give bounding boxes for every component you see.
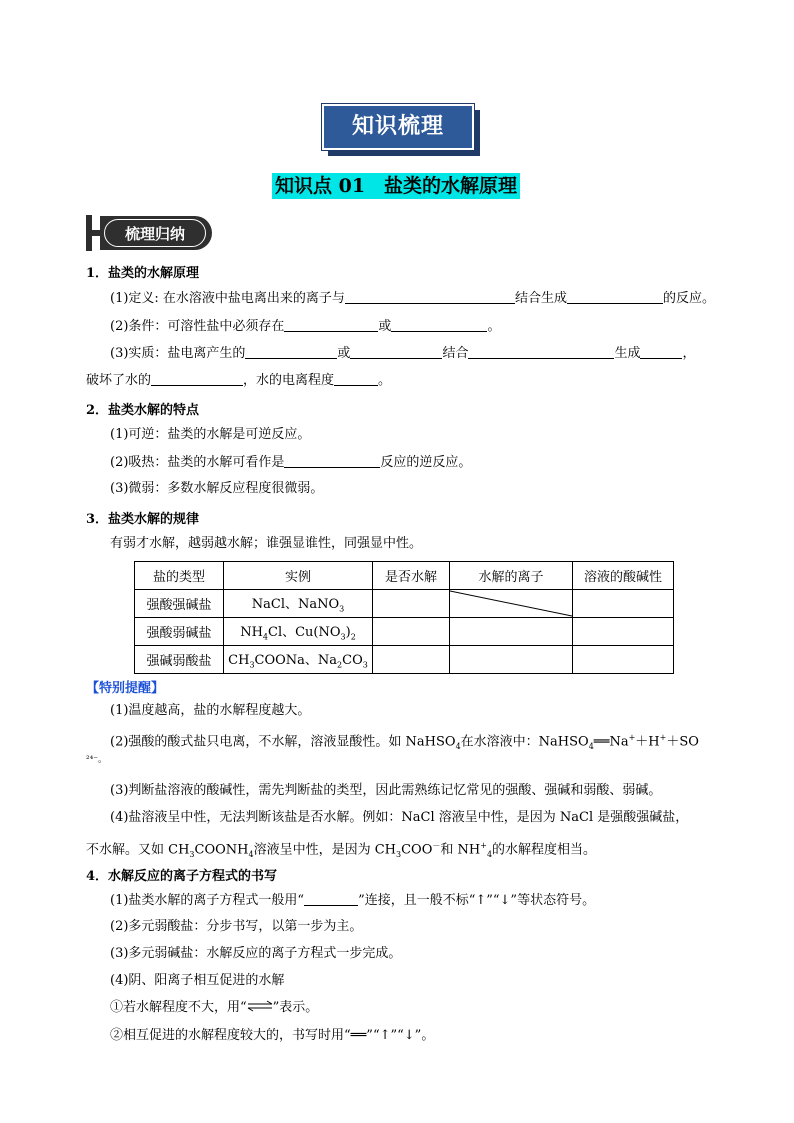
hydrolysis-rule: 有弱才水解，越弱越水解；谁强显谁性，同强显中性。: [110, 536, 423, 551]
table-row: [135, 618, 674, 646]
page-title: 知识梳理: [322, 104, 474, 150]
salt-type: 强碱弱酸盐: [135, 646, 224, 674]
hydrolysis-table: [134, 561, 674, 674]
section-3-heading: 3．盐类水解的规律: [86, 512, 200, 527]
equation-rule-1: (1)盐类水解的离子方程式一般用“ ”连接，且一般不标“↑”“↓”等状态符号。: [110, 893, 596, 908]
table-header: 实例: [224, 562, 373, 590]
section-badge: [86, 213, 212, 253]
equation-rule-4: (4)阴、阳离子相互促进的水解: [110, 973, 285, 988]
blank-cell: [573, 618, 674, 646]
note-1: (1)温度越高，盐的水解程度越大。: [110, 703, 311, 718]
salt-example: $CH_3COONa$、$Na_2CO_3$: [224, 646, 373, 674]
blank-cell: [450, 646, 573, 674]
condition-line: (2)条件：可溶性盐中必须存在 或 。: [110, 319, 501, 334]
table-header: 水解的离子: [450, 562, 573, 590]
note-4: (4)盐溶液呈中性，无法判断该盐是否水解。例如：NaCl 溶液呈中性，是因为 NaCl 是强酸强碱盐，: [110, 810, 689, 825]
salt-type: 强酸强碱盐: [135, 590, 224, 618]
crossed-cell: [450, 590, 573, 618]
blank-cell: [373, 646, 450, 674]
table-header-row: [135, 562, 674, 590]
blank-cell: [573, 590, 674, 618]
section-1-heading: 1．盐类的水解原理: [86, 266, 200, 281]
note-2-cont: ²⁴⁻。: [86, 755, 107, 765]
equation-rule-4b: ②相互促进的水解程度较大的，书写时用“══”“↑”“↓”。: [110, 1028, 435, 1043]
blank-cell: [373, 618, 450, 646]
blank-cell: [450, 618, 573, 646]
equation-rule-4a: ①若水解程度不大，用“ ”表示。: [110, 1000, 319, 1015]
table-row: [135, 590, 674, 618]
essence-line-2: 破坏了水的 ，水的电离程度 。: [86, 373, 392, 388]
table-header: 是否水解: [373, 562, 450, 590]
special-reminder-tag: 【特别提醒】: [86, 681, 165, 696]
equation-rule-2: (2)多元弱酸盐：分步书写，以第一步为主。: [110, 919, 363, 934]
feature-endothermic: (2)吸热：盐类的水解可看作是 反应的逆反应。: [110, 455, 472, 470]
feature-weak: (3)微弱：多数水解反应程度很微弱。: [110, 481, 324, 496]
salt-type: 强酸弱碱盐: [135, 618, 224, 646]
feature-reversible: (1)可逆：盐类的水解是可逆反应。: [110, 427, 311, 442]
salt-example: NaCl、NaNO$_3$: [224, 590, 373, 618]
section-4-heading: 4．水解反应的离子方程式的书写: [86, 869, 278, 884]
table-header: 溶液的酸碱性: [573, 562, 674, 590]
essence-line: (3)实质：盐电离产生的 或 结合 生成 ，: [110, 346, 696, 361]
section-2-heading: 2．盐类水解的特点: [86, 403, 200, 418]
equation-rule-3: (3)多元弱碱盐：水解反应的离子方程式一步完成。: [110, 946, 402, 961]
table-header: 盐的类型: [135, 562, 224, 590]
blank-cell: [373, 590, 450, 618]
definition-line: (1)定义: 在水溶液中盐电离出来的离子与 结合生成 的反应。: [110, 291, 715, 306]
salt-example: $NH_4Cl$、$Cu(NO_3)_2$: [224, 618, 373, 646]
title-box: [322, 104, 474, 150]
table-row: [135, 646, 674, 674]
reversible-arrow-icon: [247, 1000, 273, 1012]
note-3: (3)判断盐溶液的酸碱性，需先判断盐的类型，因此需熟练记忆常见的强酸、强碱和弱酸、弱碱。: [110, 783, 662, 798]
knowledge-point-title: 知识点 01 盐类的水解原理: [272, 173, 520, 199]
blank-cell: [573, 646, 674, 674]
note-4-cont: 不水解。又如 $CH_3COONH_4$溶液呈中性，是因为 $CH_3COO^-$和 $NH^+_4$的水解程度相当。: [86, 841, 597, 859]
note-2: (2)强酸的酸式盐只电离，不水解，溶液显酸性。如 NaHSO$_4$在水溶液中：NaHSO$_4$══Na+＋H+＋SO: [110, 733, 699, 751]
section-badge-label: 梳理归纳: [104, 219, 206, 247]
